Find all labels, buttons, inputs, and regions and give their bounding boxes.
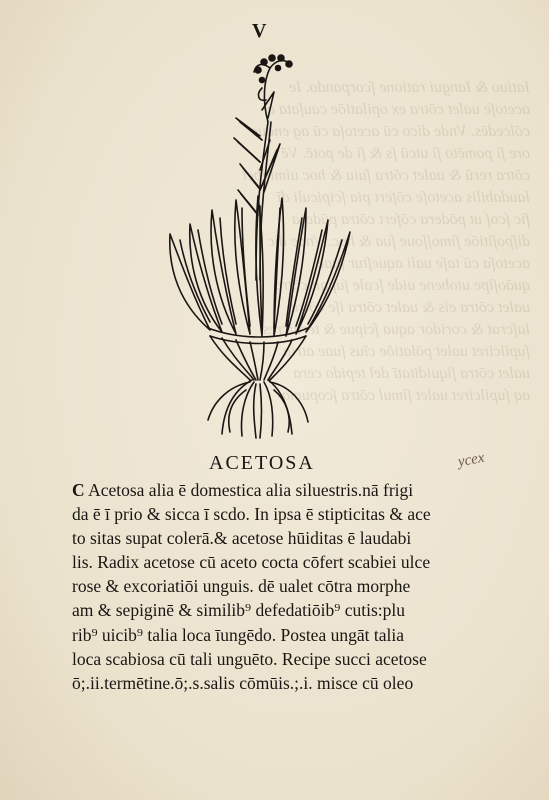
text-line: C Acetosa alia ē domestica alia siluestris.nā frigi — [72, 480, 414, 500]
handwritten-margin-note: ycex — [456, 449, 486, 471]
text-line: da ē ī prio & sicca ī scdo. In ipsa ē stipticitas & ace — [72, 504, 431, 525]
body-text — [72, 478, 462, 695]
text-line: loca scabiosa cū tali unguēto. Recipe succi acetose — [72, 648, 427, 669]
text-line: lis. Radix acetose cū aceto cocta cōfert scabiei ulce — [72, 552, 431, 573]
signature-mark: V — [252, 20, 268, 42]
text-line: am & sepiginē & similib⁹ defedatiōib⁹ cutis:plu — [72, 600, 405, 621]
text-line: rib⁹ uicib⁹ talia loca īungēdo. Postea ungāt talia — [72, 624, 404, 645]
acetosa-woodcut-illustration — [150, 40, 380, 460]
text-line: to sitas supat colerā.& acetose hūiditas ē laudabi — [72, 528, 412, 549]
text-line: rose & excoriatiōi unguis. dē ualet cōtra morphe — [72, 576, 411, 597]
show-through-text: Iatiuo & Iangui ratione ſcorpando. Ie acetoſe ualet cōtra ex opilatiōe cauſata a cōlcedēs. Vnde dico cū acetoſa cū ag enduc ore ſi pomēto ſi utcū ſs & ſi de potē. Vē cōtra rerū & ualet cōtra ſuiu & hoc uiml ibet laudabilis acetoſe cōfert pia ſcipiculi dī fic ſcoſ ut pōdera cōfert cōtra pūdera diſpoſitiōe ſimoſſoue ſua & hoc. Vnde dic acetoſa cū taſe uali aqueſtur ſuae quāoſipe utobene uide ſcale ſupgit cōtra ualet cōtra eis & ualet cōtra iſe cōtra laſcrat & coridor aqua ſcipue & teruicres ſupilciret ualet pōlatiōe cīus ſuae atria ualet cōtra ſiquiditatī del tepido cera aq ſupilciret ualet ſimul cōtra ſcopuma — [242, 79, 530, 404]
text-line: ō;.ii.termētine.ō;.s.salis cōmūis.;.i. misce cū oleo — [72, 672, 414, 693]
section-heading: ACETOSA — [209, 452, 315, 474]
pilcrow-mark: C — [72, 480, 85, 500]
